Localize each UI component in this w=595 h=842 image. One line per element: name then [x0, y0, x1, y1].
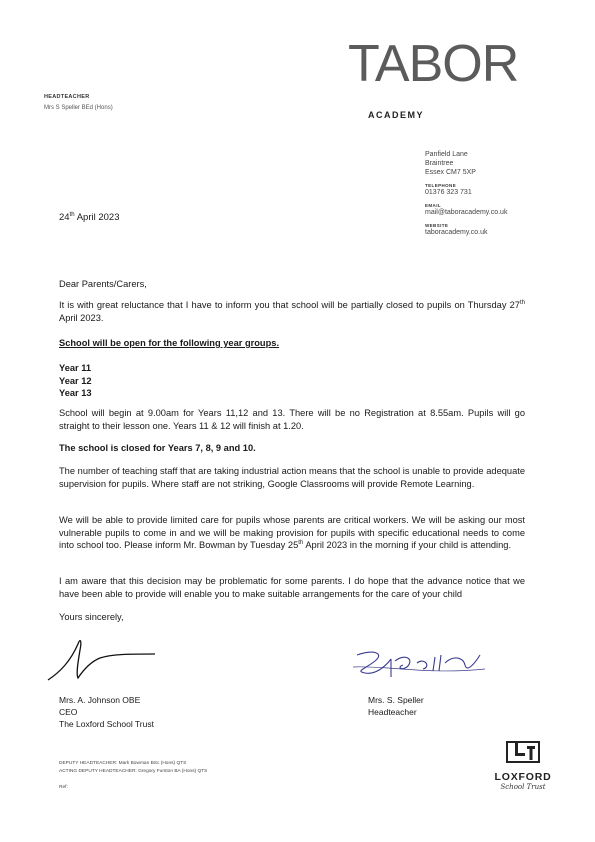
paragraph-4-end: April 2023 in the morning if your child is attending.	[303, 540, 512, 550]
loxford-name: LOXFORD	[494, 771, 552, 783]
paragraph-5: I am aware that this decision may be problematic for some parents. I do hope that the advance notice that we have been able to provide will enable you to make suitable arrangements for the care of your child	[59, 576, 525, 599]
letter-date	[59, 212, 120, 223]
paragraph-1-end: April 2023.	[59, 312, 104, 323]
signer-left-title: CEO	[59, 707, 78, 717]
year-list	[59, 362, 525, 400]
paragraph-1	[59, 299, 525, 324]
date-day: 24	[59, 212, 70, 223]
signer-right-title: Headteacher	[368, 707, 417, 717]
loxford-emblem-icon	[505, 740, 541, 764]
signer-right-name: Mrs. S. Speller	[368, 695, 424, 705]
year-item: Year 12	[59, 375, 92, 386]
footer-acting-deputy: ACTING DEPUTY HEADTEACHER: Gregory Furston BA (Hons) QTS	[59, 769, 208, 774]
website-label: WEBSITE	[425, 223, 449, 228]
closed-line: The school is closed for Years 7, 8, 9 and 10.	[59, 443, 256, 453]
headteacher-role-label: HEADTEACHER	[44, 94, 90, 100]
address-line-1: Panfield Lane	[425, 151, 468, 158]
address-line-2: Braintree	[425, 160, 454, 167]
open-heading: School will be open for the following year groups.	[59, 338, 280, 348]
signer-left	[59, 694, 154, 730]
email-label: EMAIL	[425, 203, 441, 208]
paragraph-3: The number of teaching staff that are taking industrial action means that the school is unable to provide adequate supervision for pupils. Where staff are not striking, Google Classrooms will provide Remote Learning.	[59, 466, 525, 489]
website-value: taboracademy.co.uk	[425, 229, 488, 236]
paragraph-1-sup: th	[519, 299, 525, 306]
paragraph-4-sup: th	[298, 539, 304, 546]
salutation: Dear Parents/Carers,	[59, 279, 147, 289]
year-item: Year 13	[59, 388, 92, 398]
paragraph-2: School will begin at 9.00am for Years 11,12 and 13. There will be no Registration at 8.55am. Pupils will go straight to their lesson one. Years 11 & 12 will finish at 1.20.	[59, 408, 525, 431]
date-rest: April 2023	[74, 212, 120, 223]
paragraph-4-text: We will be able to provide limited care for pupils whose parents are critical workers. We will be asking our most vulnerable pupils to come in and we will be making provision for pupils with specific educational needs to come into school too. Please inform Mr. Bowman by Tuesday 25	[59, 515, 525, 550]
email-value: mail@taboracademy.co.uk	[425, 209, 508, 216]
signer-right	[368, 694, 424, 718]
closing: Yours sincerely,	[59, 612, 124, 622]
paragraph-1-text: It is with great reluctance that I have to inform you that school will be partially closed to pupils on Thursday 27	[59, 300, 520, 310]
footer-ref: Ref:	[59, 785, 68, 790]
telephone-label: TELEPHONE	[425, 183, 457, 188]
johnson-signature	[40, 632, 160, 687]
loxford-trust: School Trust	[500, 783, 546, 791]
logo-subtitle: ACADEMY	[368, 110, 425, 120]
signer-left-org: The Loxford School Trust	[59, 719, 154, 729]
loxford-logo	[483, 740, 563, 800]
date-suffix: th	[69, 211, 75, 218]
telephone-value: 01376 323 731	[425, 189, 472, 196]
logo-wordmark: TABOR	[348, 35, 519, 93]
footer-staff	[59, 760, 207, 792]
signer-left-name: Mrs. A. Johnson OBE	[59, 695, 141, 705]
address-line-3: Essex CM7 5XP	[425, 169, 476, 176]
footer-deputy: DEPUTY HEADTEACHER: Mark Bowman BSc (Hons) QTS	[59, 761, 187, 766]
speller-signature	[345, 645, 495, 685]
address-block	[425, 150, 585, 237]
tabor-academy-logo	[348, 35, 528, 122]
year-item: Year 11	[59, 363, 92, 373]
paragraph-4	[59, 514, 525, 552]
headteacher-name: Mrs S Speller BEd (Hons)	[44, 105, 113, 111]
